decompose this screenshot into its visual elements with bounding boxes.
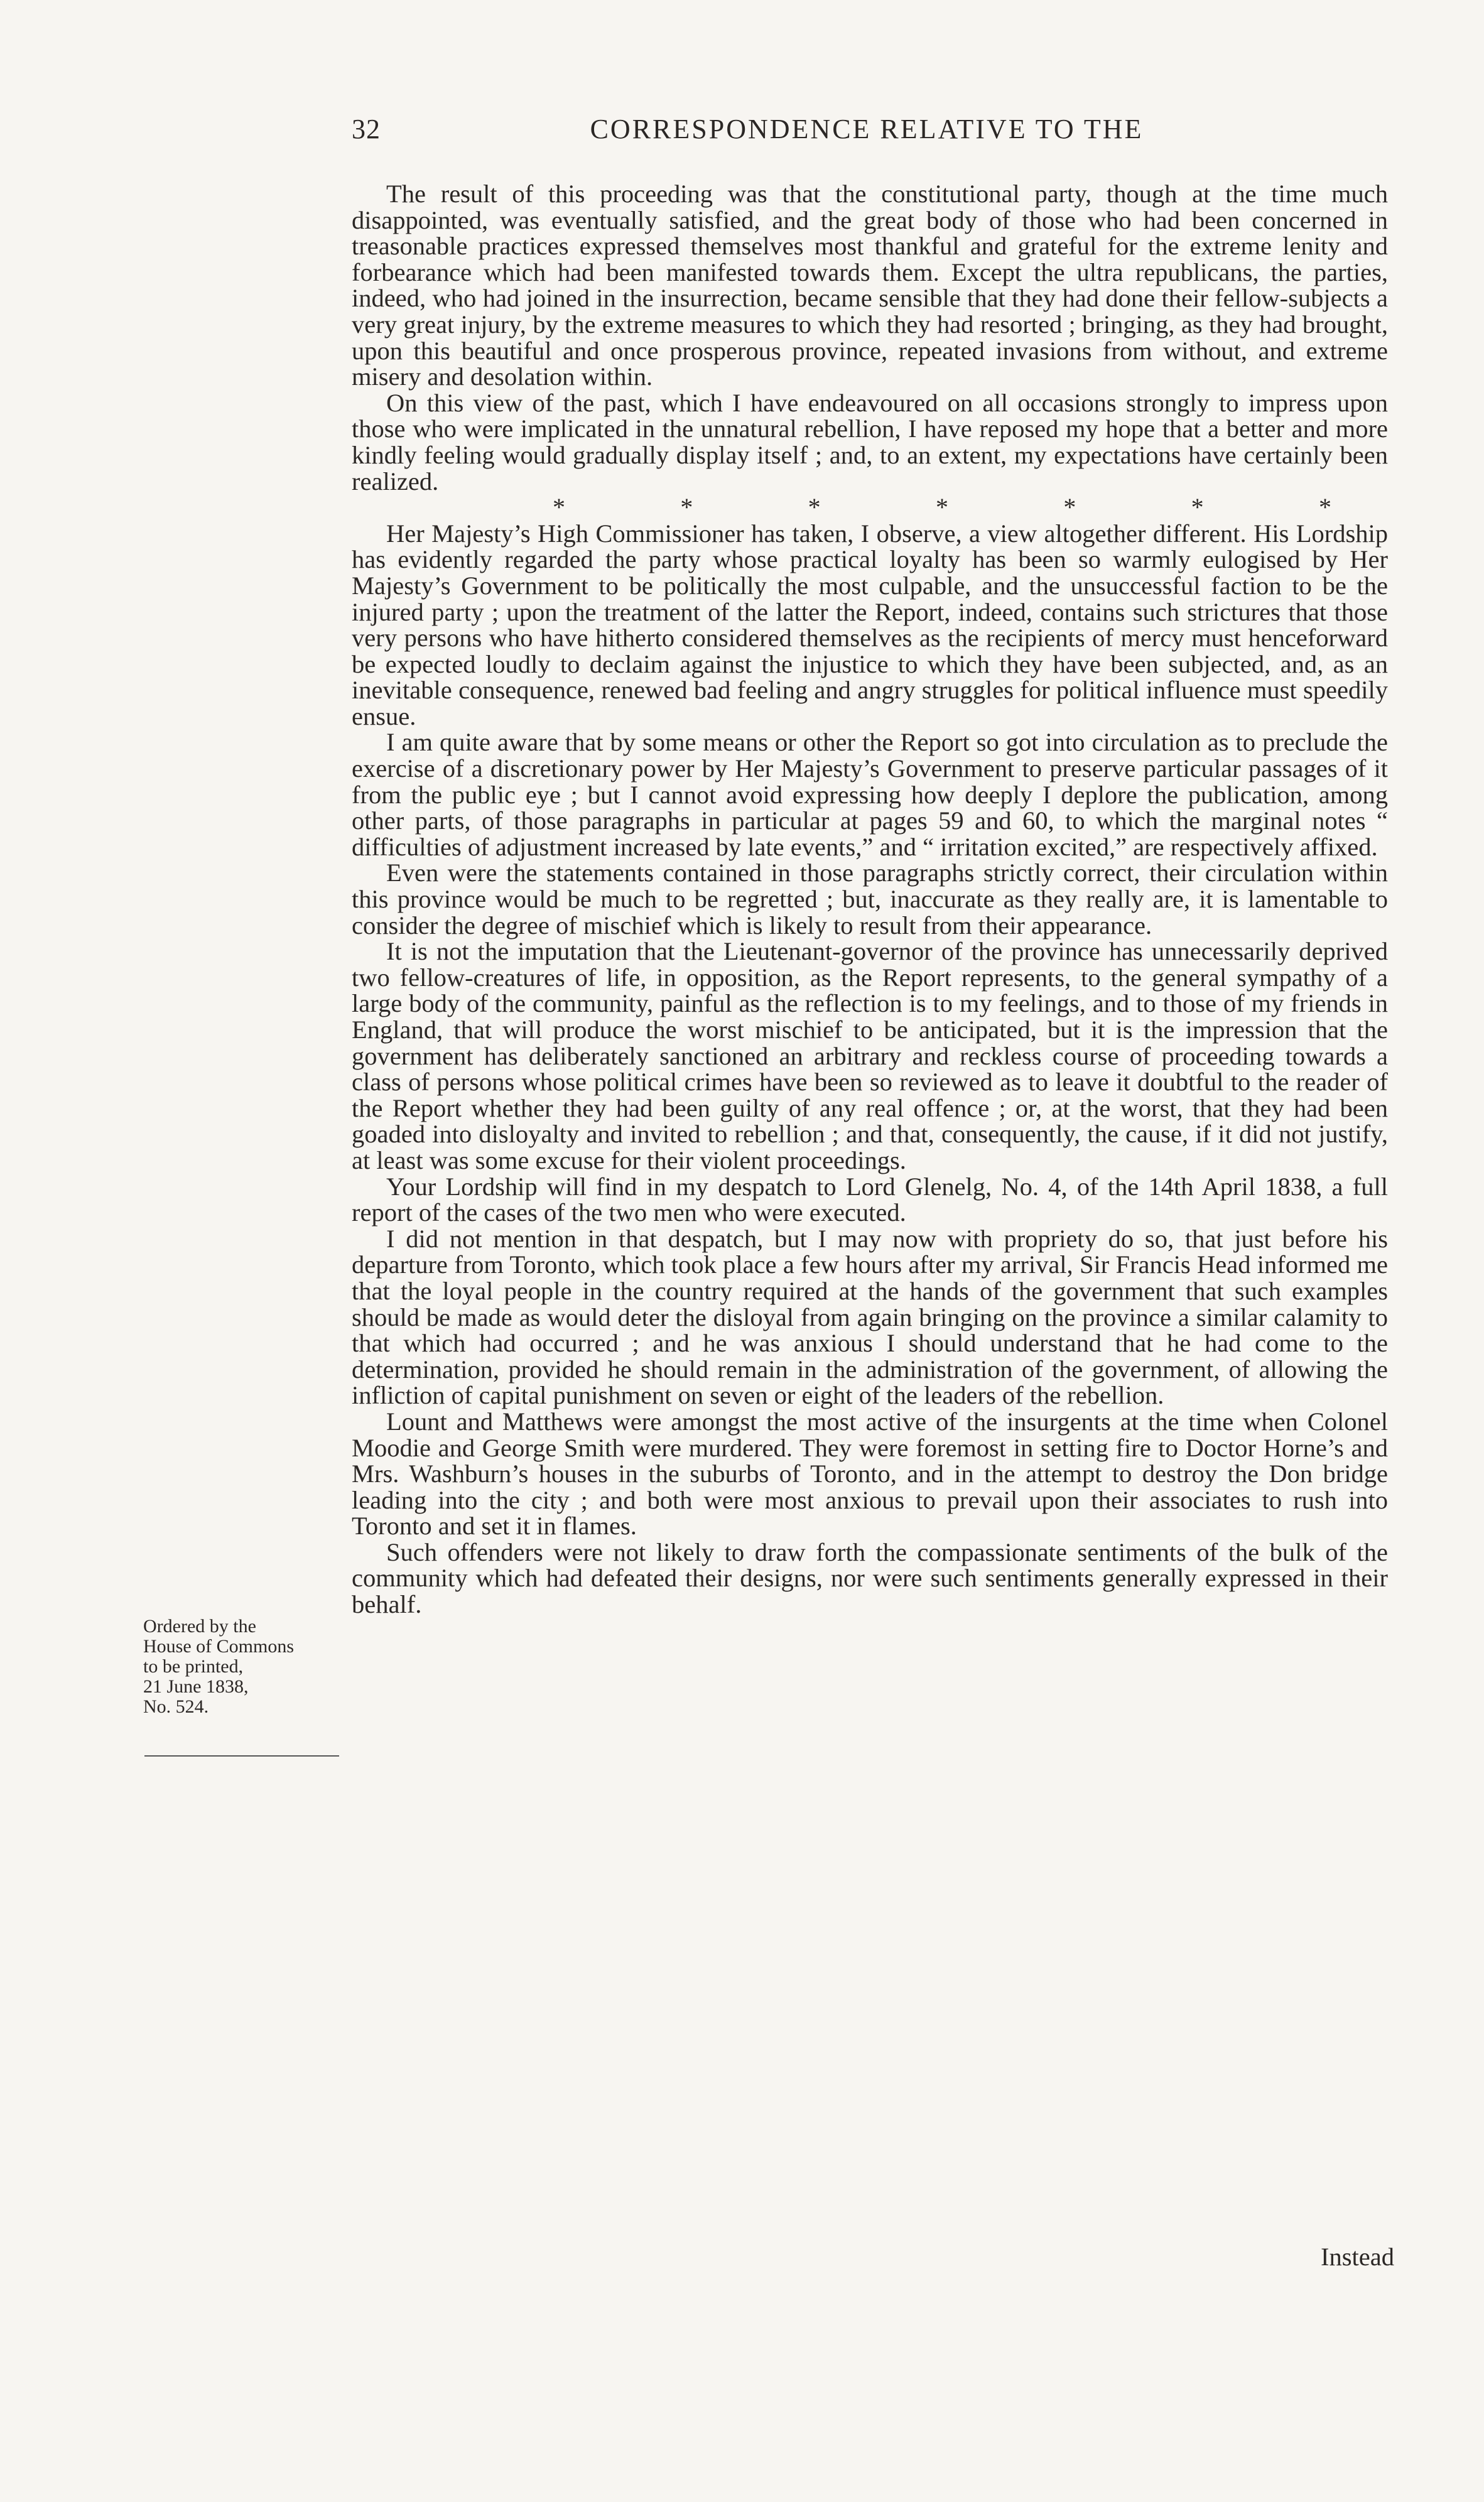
section-break-asterisks xyxy=(352,494,1388,521)
asterisk: * xyxy=(1191,493,1204,522)
page-header xyxy=(352,113,1382,151)
paragraph: Even were the statements contained in those paragraphs strictly correct, their circulation within this province would be much to be regretted ; but, inaccurate as they really are, it is lamentable to consider the degree of mischief which is likely to result from their appearance. xyxy=(352,858,1388,940)
margin-note-line: to be printed, xyxy=(143,1656,244,1677)
catchword: Instead xyxy=(1321,2243,1394,2271)
paragraph: I did not mention in that despatch, but I may now with propriety do so, that just before his departure from Toronto, which took place a few hours after my arrival, Sir Francis Head informed me that the loyal people in the country required at the hands of the government that such examples should be made as would deter the disloyal from again bringing on the province a similar calamity to that which had occurred ; and he was anxious I should understand that he had come to the determination, provided he should remain in the administration of the government, of allowing the infliction of capital punishment on seven or eight of the leaders of the rebellion. xyxy=(352,1224,1388,1410)
asterisk: * xyxy=(935,493,948,522)
paragraph: Lount and Matthews were amongst the most active of the insurgents at the time when Colonel Moodie and George Smith were murdered. They were foremost in setting fire to Doctor Horne’s and Mrs. Washburn’s houses in the suburbs of Toronto, and in the attempt to destroy the Don bridge leading into the city ; and both were most anxious to prevail upon their associates to rush into Toronto and set it in flames. xyxy=(352,1407,1388,1541)
asterisk: * xyxy=(1063,493,1076,522)
paragraph: I am quite aware that by some means or other the Report so got into circulation as to preclude the exercise of a discretionary power by Her Majesty’s Government to preserve particular passages of it from the public eye ; but I cannot avoid expressing how deeply I deplore the publication, among other parts, of those paragraphs in particular at pages 59 and 60, to which the marginal notes “ difficulties of adjustment increased by late events,” and “ irritation excited,” are respectively affixed. xyxy=(352,728,1388,861)
margin-note-rule xyxy=(144,1755,339,1757)
margin-note-line: 21 June 1838, xyxy=(143,1676,249,1697)
running-head: CORRESPONDENCE RELATIVE TO THE xyxy=(590,114,1144,144)
margin-note xyxy=(143,1617,349,1717)
body-text xyxy=(352,181,1388,1618)
paragraph: On this view of the past, which I have endeavoured on all occasions strongly to impress upon those who were implicated in the unnatural rebellion, I have reposed my hope that a better and more kindly feeling would gradually display itself ; and, to an extent, my expectations have certainly been realized. xyxy=(352,388,1388,496)
margin-note-line: No. 524. xyxy=(143,1696,209,1717)
paragraph: Your Lordship will find in my despatch to Lord Glenelg, No. 4, of the 14th April 1838, a full report of the cases of the two men who were executed. xyxy=(352,1172,1388,1227)
paragraph: It is not the imputation that the Lieutenant-governor of the province has unnecessarily deprived two fellow-creatures of life, in opposition, as the Report represents, to the general sympathy of a large body of the community, painful as the reflection is to my feelings, and to those of my friends in England, that will produce the worst mischief to be anticipated, but it is the impression that the government has deliberately sanctioned an arbitrary and reckless course of proceeding towards a class of persons whose political crimes have been so reviewed as to leave it doubtful to the reader of the Report whether they had been guilty of any real offence ; or, at the worst, that they had been goaded into disloyalty and invited to rebellion ; and that, consequently, the cause, if it did not justify, at least was some excuse for their violent proceedings. xyxy=(352,937,1388,1174)
paragraph: Her Majesty’s High Commissioner has taken, I observe, a view altogether different. His Lordship has evidently regarded the party whose practical loyalty has been so warmly eulogised by Her Majesty’s Government to be politically the most culpable, and the unsuccessful faction to be the injured party ; upon the treatment of the latter the Report, indeed, contains such strictures that those very persons who have hitherto considered themselves as the recipients of mercy must henceforward be expected loudly to declaim against the injustice to which they have been subjected, and, as an inevitable consequence, renewed bad feeling and angry struggles for political influence must speedily ensue. xyxy=(352,519,1388,730)
margin-note-line: Ordered by the xyxy=(143,1616,256,1637)
paragraph: Such offenders were not likely to draw forth the compassionate sentiments of the bulk of the community which had defeated their designs, nor were such sentiments generally expressed in their behalf. xyxy=(352,1537,1388,1619)
asterisk: * xyxy=(1318,493,1331,522)
margin-note-line: House of Commons xyxy=(143,1636,294,1657)
paragraph: The result of this proceeding was that the constitutional party, though at the time much disappointed, was eventually satisfied, and the great body of those who had been concerned in treasonable practices expressed themselves most thankful and grateful for the extreme lenity and forbearance which had been manifested towards them. Except the ultra republicans, the parties, indeed, who had joined in the insurrection, became sensible that they had done their fellow-subjects a very great injury, by the extreme measures to which they had resorted ; bringing, as they had brought, upon this beautiful and once prosperous province, repeated invasions from without, and extreme misery and desolation within. xyxy=(352,180,1388,391)
asterisk: * xyxy=(553,493,565,522)
asterisk: * xyxy=(808,493,821,522)
page-number: 32 xyxy=(352,114,381,144)
asterisk: * xyxy=(680,493,693,522)
